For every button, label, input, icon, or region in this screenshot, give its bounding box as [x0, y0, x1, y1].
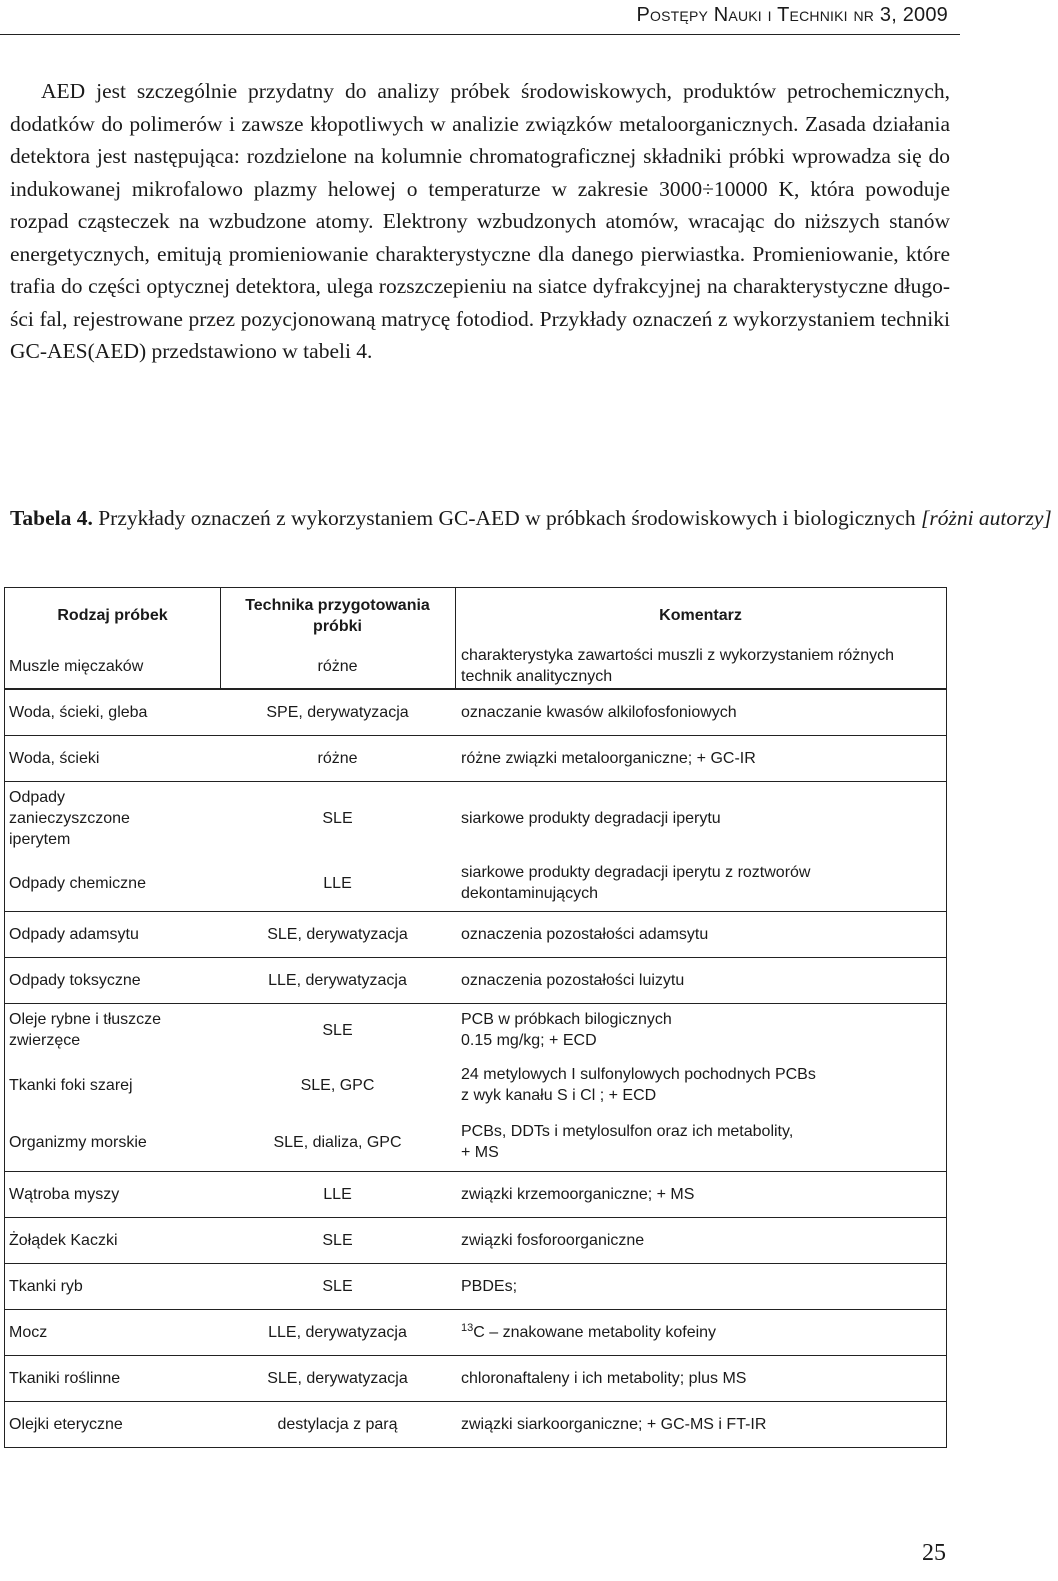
table-caption [10, 503, 1058, 534]
data-table [4, 587, 947, 1448]
cell-sample: Woda, ścieki [9, 749, 100, 767]
cell-technique: SLE [322, 809, 353, 827]
cell-sample: Woda, ścieki, gleba [9, 703, 148, 721]
caption-note: [różni autorzy] [920, 506, 1052, 530]
isotope-superscript: 13 [461, 1321, 474, 1334]
cell-sample: Tkanki foki szarej [9, 1076, 133, 1094]
cell-comment: PBDEs; [461, 1277, 518, 1295]
cell-sample: Wątroba myszy [9, 1185, 120, 1203]
cell-sample: Odpady chemiczne [9, 874, 146, 892]
table-row [5, 957, 946, 1003]
cell-comment: związki siarkoorganiczne; + GC-MS i FT-IR [461, 1415, 767, 1433]
cell-technique: LLE [323, 1185, 352, 1203]
table-row [5, 911, 946, 957]
cell-technique: SPE, derywatyzacja [266, 703, 409, 721]
cell-technique: LLE, derywatyzacja [268, 971, 407, 989]
cell-comment: siarkowe produkty degradacji iperytu z roztworów dekontaminujących [461, 864, 811, 902]
cell-comment: związki fosforoorganiczne [461, 1231, 645, 1249]
cell-comment [455, 1113, 946, 1171]
header-comment: Komentarz [659, 607, 742, 624]
cell-comment: oznaczenia pozostałości adamsytu [461, 925, 709, 943]
header-rule [0, 34, 960, 35]
cell-technique: różne [317, 657, 358, 675]
cell-sample: Mocz [9, 1323, 48, 1341]
cell-sample: Tkaniki roślinne [9, 1369, 121, 1387]
table-row [5, 1263, 946, 1309]
cell-technique: SLE, dializa, GPC [273, 1133, 402, 1151]
comment-line: 0.15 mg/kg; + ECD [461, 1032, 597, 1049]
cell-comment: oznaczanie kwasów alkilofosfoniowych [461, 703, 737, 721]
cell-technique: SLE, GPC [300, 1076, 375, 1094]
comment-line: + MS [461, 1144, 499, 1161]
cell-sample: Oleje rybne i tłuszcze zwierzęce [9, 1011, 162, 1049]
table-row [5, 1355, 946, 1401]
table-row [5, 1217, 946, 1263]
cell-technique: LLE [323, 874, 352, 892]
cell-technique: SLE [322, 1277, 353, 1295]
cell-sample: Odpady adamsytu [9, 925, 139, 943]
cell-technique: SLE, derywatyzacja [267, 1369, 408, 1387]
cell-technique: SLE, derywatyzacja [267, 925, 408, 943]
cell-technique: destylacja z parą [277, 1415, 398, 1433]
table-row [5, 1113, 946, 1171]
body-paragraph: AED jest szczególnie przydatny do analizy próbek środowiskowych, produktów petrochemicznych, dodatków do polimerów i zawsze kłopotliwych w analizie związków metaloorganicznych. Zasada działania detektora jest następująca: rozdzielone na kolumnie chromatograficznej składniki próbki wprowadza się do indukowanej mikrofalowo plazmy helowej o temperaturze w zakresie 3000÷10000 K, która powoduje rozpad cząsteczek na wzbudzone atomy. Elektrony wzbudzonych atomów, wracając do niższych stanów energetycznych, emitują promieniowanie charakterystyczne dla danego pierwiastka. Promieniowanie, które trafia do części optycznej detektora, ulega rozszczepieniu na siatce dyfrakcyjnej na charakterystyczne długości fal, rejestrowane przez pozycjonowaną matrycę fotodiod. Przykłady oznaczeń z wykorzystaniem techniki GC-AES(AED) przedstawiono w tabeli 4. [10, 79, 950, 363]
comment-line: PCB w próbkach bilogicznych [461, 1011, 672, 1028]
table-row [5, 735, 946, 781]
cell-sample: Organizmy morskie [9, 1133, 147, 1151]
table-row [5, 855, 946, 911]
table-row [5, 1057, 946, 1113]
comment-line: 24 metylowych I sulfonylowych pochodnych PCBs [461, 1066, 816, 1083]
cell-comment: oznaczenia pozostałości luizytu [461, 971, 685, 989]
running-header [0, 0, 960, 40]
cell-comment [455, 1309, 946, 1355]
table-row [5, 1003, 946, 1057]
cell-sample: Tkanki ryb [9, 1277, 83, 1295]
comment-text: C – znakowane metabolity kofeiny [473, 1323, 717, 1341]
cell-comment: siarkowe produkty degradacji iperytu [461, 809, 721, 827]
header-sample: Rodzaj próbek [57, 607, 168, 624]
journal-title: Postępy Nauki i Techniki nr 3, 2009 [636, 4, 948, 26]
caption-label: Tabela 4. [10, 506, 93, 530]
cell-comment [455, 1057, 946, 1113]
table-row [5, 643, 946, 689]
cell-sample: Odpady toksyczne [9, 971, 141, 989]
table-header-row [5, 588, 946, 643]
header-technique: Technika przygotowania próbki [245, 596, 430, 635]
table-row [5, 1309, 946, 1355]
caption-text: Przykłady oznaczeń z wykorzystaniem GC-AED w próbkach środowiskowych i biologicznych [98, 506, 916, 530]
cell-comment [455, 1003, 946, 1057]
cell-comment: związki krzemoorganiczne; + MS [461, 1185, 695, 1203]
table-row [5, 1401, 946, 1447]
cell-sample: Muszle mięczaków [9, 657, 144, 675]
table-row [5, 689, 946, 735]
comment-line: z wyk kanału S i Cl ; + ECD [461, 1087, 657, 1104]
cell-sample: Żołądek Kaczki [9, 1231, 118, 1249]
cell-comment: charakterystyka zawartości muszli z wykorzystaniem różnych technik analitycznych [461, 647, 895, 685]
cell-technique: różne [317, 749, 358, 767]
cell-comment: różne związki metaloorganiczne; + GC-IR [461, 749, 756, 767]
page-number: 25 [922, 1540, 946, 1566]
comment-line: PCBs, DDTs i metylosulfon oraz ich metabolity, [461, 1123, 794, 1140]
table-row [5, 1171, 946, 1217]
cell-sample: Odpady zanieczyszczone iperytem [9, 788, 130, 848]
cell-sample: Olejki eteryczne [9, 1415, 123, 1433]
table-row [5, 781, 946, 855]
cell-technique: LLE, derywatyzacja [268, 1323, 407, 1341]
cell-technique: SLE [322, 1231, 353, 1249]
cell-comment: chloronaftaleny i ich metabolity; plus MS [461, 1369, 747, 1387]
cell-technique: SLE [322, 1021, 353, 1039]
